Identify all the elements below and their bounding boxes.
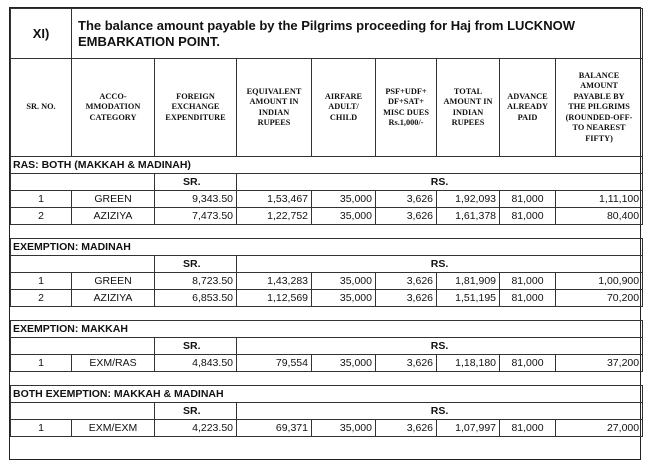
payment-table xyxy=(10,8,643,437)
section-heading: EXEMPTION: MADINAH xyxy=(11,239,643,256)
header-balance-payable xyxy=(556,59,643,157)
cell-sr-no: 2 xyxy=(11,290,72,307)
currency-blank xyxy=(11,174,155,191)
header-line: PSF+UDF+ xyxy=(385,86,427,96)
header-line: ADVANCE xyxy=(507,91,548,101)
header-line: RUPEES xyxy=(257,118,291,127)
header-line: FIFTY) xyxy=(585,133,613,143)
currency-row xyxy=(11,174,643,191)
header-line: EXCHANGE xyxy=(171,102,220,112)
cell-category: EXM/RAS xyxy=(72,355,155,372)
currency-sr: SR. xyxy=(155,256,237,273)
header-line: (ROUNDED-OFF- xyxy=(565,112,633,122)
header-line: Rs.1,000/- xyxy=(388,118,424,127)
cell-sr-no: 1 xyxy=(11,355,72,372)
cell-psf: 3,626 xyxy=(376,355,437,372)
currency-sr: SR. xyxy=(155,338,237,355)
spacer-cell xyxy=(11,372,643,386)
header-line: EXPENDITURE xyxy=(165,112,226,122)
currency-sr: SR. xyxy=(155,403,237,420)
section-heading: EXEMPTION: MAKKAH xyxy=(11,321,643,338)
table-row xyxy=(11,208,643,225)
currency-blank xyxy=(11,256,155,273)
spacer-row xyxy=(11,307,643,321)
cell-advance: 81,000 xyxy=(500,290,556,307)
cell-sr-no: 1 xyxy=(11,420,72,437)
spacer-row xyxy=(11,372,643,386)
cell-balance: 1,00,900 xyxy=(556,273,643,290)
header-line: BALANCE xyxy=(578,70,620,80)
table-row xyxy=(11,191,643,208)
header-total-amount xyxy=(437,59,500,157)
cell-foreign-exchange: 8,723.50 xyxy=(155,273,237,290)
spacer-cell xyxy=(11,225,643,239)
cell-airfare: 35,000 xyxy=(312,208,376,225)
cell-foreign-exchange: 4,223.50 xyxy=(155,420,237,437)
cell-psf: 3,626 xyxy=(376,420,437,437)
cell-foreign-exchange: 9,343.50 xyxy=(155,191,237,208)
header-line: ADULT/ xyxy=(328,102,359,112)
cell-psf: 3,626 xyxy=(376,273,437,290)
header-line: AMOUNT IN xyxy=(249,97,299,106)
header-advance-paid xyxy=(500,59,556,157)
cell-sr-no: 1 xyxy=(11,191,72,208)
currency-row xyxy=(11,338,643,355)
header-line: MMODATION xyxy=(85,102,141,112)
header-airfare xyxy=(312,59,376,157)
header-line: CATEGORY xyxy=(89,112,137,122)
title-line-2: EMBARKATION POINT. xyxy=(78,33,221,49)
cell-balance: 1,11,100 xyxy=(556,191,643,208)
cell-airfare: 35,000 xyxy=(312,290,376,307)
section-heading-row xyxy=(11,239,643,256)
spacer-cell xyxy=(11,307,643,321)
cell-sr-no: 2 xyxy=(11,208,72,225)
currency-blank xyxy=(11,403,155,420)
cell-category: GREEN xyxy=(72,191,155,208)
header-line: AMOUNT IN xyxy=(443,97,493,106)
haj-payment-document xyxy=(9,7,641,460)
cell-equivalent: 1,53,467 xyxy=(237,191,312,208)
currency-rs: RS. xyxy=(237,338,643,355)
currency-row xyxy=(11,403,643,420)
cell-category: AZIZIYA xyxy=(72,208,155,225)
header-line: THE PILGRIMS xyxy=(568,102,630,112)
header-line: TOTAL xyxy=(453,86,483,96)
cell-advance: 81,000 xyxy=(500,355,556,372)
header-accommodation xyxy=(72,59,155,157)
section-heading-row xyxy=(11,386,643,403)
table-row xyxy=(11,290,643,307)
cell-advance: 81,000 xyxy=(500,273,556,290)
spacer-row xyxy=(11,225,643,239)
header-line: AIRFARE xyxy=(324,91,363,101)
cell-balance: 27,000 xyxy=(556,420,643,437)
cell-balance: 80,400 xyxy=(556,208,643,225)
cell-total: 1,07,997 xyxy=(437,420,500,437)
section-heading: BOTH EXEMPTION: MAKKAH & MADINAH xyxy=(11,386,643,403)
header-line: ALREADY xyxy=(506,102,549,112)
cell-total: 1,18,180 xyxy=(437,355,500,372)
header-line: PAID xyxy=(517,112,538,122)
table-row xyxy=(11,355,643,372)
cell-psf: 3,626 xyxy=(376,208,437,225)
header-line: INDIAN xyxy=(258,107,290,117)
header-line: INDIAN xyxy=(452,107,484,117)
cell-sr-no: 1 xyxy=(11,273,72,290)
header-line: TO NEAREST xyxy=(572,123,626,133)
section-number: XI) xyxy=(11,9,72,59)
table-row xyxy=(11,273,643,290)
cell-total: 1,81,909 xyxy=(437,273,500,290)
table-row xyxy=(11,420,643,437)
cell-psf: 3,626 xyxy=(376,290,437,307)
currency-rs: RS. xyxy=(237,174,643,191)
cell-equivalent: 1,12,569 xyxy=(237,290,312,307)
header-psf-dues xyxy=(376,59,437,157)
cell-foreign-exchange: 6,853.50 xyxy=(155,290,237,307)
cell-airfare: 35,000 xyxy=(312,273,376,290)
column-header-row xyxy=(11,59,643,157)
title-row xyxy=(11,9,643,59)
section-heading-row xyxy=(11,157,643,174)
cell-advance: 81,000 xyxy=(500,191,556,208)
header-equivalent-amount xyxy=(237,59,312,157)
header-line: FOREIGN xyxy=(176,91,215,101)
cell-category: GREEN xyxy=(72,273,155,290)
cell-airfare: 35,000 xyxy=(312,355,376,372)
cell-total: 1,51,195 xyxy=(437,290,500,307)
table-body xyxy=(11,9,643,437)
cell-airfare: 35,000 xyxy=(312,191,376,208)
cell-foreign-exchange: 4,843.50 xyxy=(155,355,237,372)
document-title xyxy=(72,9,643,59)
header-line: CHILD xyxy=(329,112,358,122)
cell-category: AZIZIYA xyxy=(72,290,155,307)
cell-psf: 3,626 xyxy=(376,191,437,208)
cell-foreign-exchange: 7,473.50 xyxy=(155,208,237,225)
header-sr-no: SR. NO. xyxy=(11,59,72,157)
cell-balance: 70,200 xyxy=(556,290,643,307)
cell-advance: 81,000 xyxy=(500,208,556,225)
cell-equivalent: 69,371 xyxy=(237,420,312,437)
header-line: AMOUNT xyxy=(580,81,618,91)
cell-balance: 37,200 xyxy=(556,355,643,372)
section-heading: RAS: BOTH (MAKKAH & MADINAH) xyxy=(11,157,643,174)
currency-row xyxy=(11,256,643,273)
currency-rs: RS. xyxy=(237,403,643,420)
cell-advance: 81,000 xyxy=(500,420,556,437)
cell-equivalent: 1,43,283 xyxy=(237,273,312,290)
cell-equivalent: 79,554 xyxy=(237,355,312,372)
header-line: PAYABLE BY xyxy=(573,91,625,101)
title-line-1: The balance amount payable by the Pilgrims proceeding for Haj from LUCKNOW xyxy=(78,17,575,33)
currency-blank xyxy=(11,338,155,355)
section-heading-row xyxy=(11,321,643,338)
cell-airfare: 35,000 xyxy=(312,420,376,437)
cell-category: EXM/EXM xyxy=(72,420,155,437)
currency-rs: RS. xyxy=(237,256,643,273)
cell-total: 1,92,093 xyxy=(437,191,500,208)
header-line: EQUIVALENT xyxy=(246,86,302,96)
header-line: DF+SAT+ xyxy=(387,97,425,106)
cell-equivalent: 1,22,752 xyxy=(237,208,312,225)
header-foreign-exchange xyxy=(155,59,237,157)
header-line: ACCO- xyxy=(99,91,127,101)
header-line: RUPEES xyxy=(451,118,485,127)
currency-sr: SR. xyxy=(155,174,237,191)
header-line: MISC DUES xyxy=(383,107,429,117)
cell-total: 1,61,378 xyxy=(437,208,500,225)
